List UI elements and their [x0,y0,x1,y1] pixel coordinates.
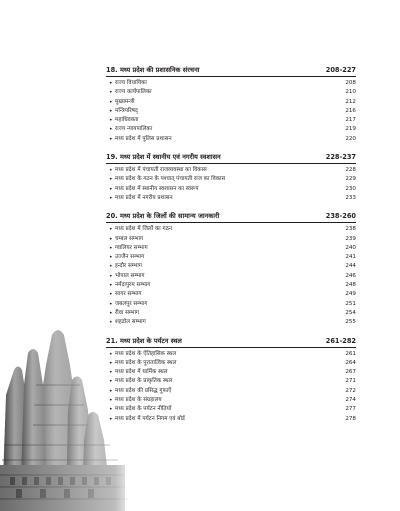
toc-entry-title: राज्य कार्यपालिका [115,89,152,96]
bullet-icon: • [109,300,113,308]
toc-entry-page: 217 [345,117,356,124]
bullet-icon: • [109,350,113,358]
bullet-icon: • [109,359,113,367]
toc-entry[interactable] [106,135,356,144]
toc-entry-title: मध्य प्रदेश में पर्यटन निगम एवं बोर्ड [115,415,185,422]
toc-entry-title: भोपाल सम्भाग [115,272,145,279]
toc-entry-page: 228 [345,167,356,174]
toc-entry-title: मध्य प्रदेश के ऐतिहासिक स्थल [115,350,177,357]
toc-entry[interactable] [106,79,356,88]
bullet-icon: • [109,226,113,234]
toc-entry-title: मध्य प्रदेश के पुरातात्विक स्थल [115,359,177,366]
toc-entry[interactable] [106,359,356,368]
bullet-icon: • [109,126,113,134]
toc-entry[interactable] [106,368,356,377]
chapter-number: 18. [106,66,118,74]
chapter-heading[interactable] [106,66,356,75]
chapter-number: 21. [106,336,118,345]
toc-entry-title: मध्य प्रदेश में स्थानीय स्वशासन का स्वरूप [115,185,199,192]
bullet-icon: • [109,107,113,115]
toc-entry[interactable] [106,300,356,309]
chapter-block [106,66,356,144]
toc-entry-title: मध्य प्रदेश में धार्मिक स्थल [115,369,168,376]
toc-entry-page: 249 [345,291,356,298]
toc-entry-page: 251 [345,300,356,307]
bullet-icon: • [109,378,113,386]
toc-entry[interactable] [106,98,356,107]
chapter-title-group [106,153,221,162]
chapter-title: मध्य प्रदेश के पर्यटन स्थल [119,336,182,345]
toc-entry-page: 277 [345,406,356,413]
toc-entry-title: मध्य प्रदेश के पर्यटन नीतियाँ [115,406,172,413]
bullet-icon: • [109,406,113,414]
chapter-number: 19. [106,153,118,162]
bullet-icon: • [109,254,113,262]
bullet-icon: • [109,369,113,377]
toc-entry[interactable] [106,116,356,125]
toc-entry[interactable] [106,185,356,194]
toc-entry-page: 229 [345,176,356,183]
toc-entry[interactable] [106,253,356,262]
toc-entry[interactable] [106,166,356,175]
chapter-block [106,153,356,203]
toc-entry[interactable] [106,88,356,97]
toc-entry-page: 278 [345,415,356,422]
chapter-page-range: 228-237 [325,153,356,162]
chapter-title-group [106,212,219,221]
bullet-icon: • [109,309,113,317]
toc-entry-page: 241 [345,254,356,261]
toc-entry-title: मध्य प्रदेश में पुलिस प्रशासन [115,135,172,142]
toc-entry-title: मध्य प्रदेश के प्राकृतिक स्थल [115,378,173,385]
bullet-icon: • [109,387,113,395]
bullet-icon: • [109,415,113,423]
toc-entry-page: 264 [345,359,356,366]
bullet-icon: • [109,282,113,290]
chapter-divider [106,163,356,164]
bullet-icon: • [109,80,113,87]
bullet-icon: • [109,194,113,202]
toc-entry[interactable] [106,405,356,414]
bullet-icon: • [109,185,113,193]
toc-entry-title: मध्य प्रदेश में नगरीय प्रशासन [115,194,173,201]
toc-entry-title: मध्य प्रदेश में जिलों का गठन [115,226,172,233]
toc-entry[interactable] [106,350,356,359]
toc-entry-page: 216 [345,107,356,114]
toc-entry-title: इन्दौर सम्भाग [115,263,142,270]
toc-entry[interactable] [106,290,356,299]
toc-entry-title: शहडोल सम्भाग [115,319,146,326]
toc-entry-page: 239 [345,235,356,242]
toc-entry-title: सागर सम्भाग [115,291,142,298]
toc-entry-page: 261 [345,350,356,357]
toc-entry-title: नर्मदापुरम सम्भाग [115,282,151,289]
toc-entry-page: 271 [345,378,356,385]
chapter-block [106,337,356,424]
toc-entry-page: 272 [345,387,356,394]
bullet-icon: • [109,291,113,299]
toc-entry[interactable] [106,194,356,203]
table-of-contents [106,66,356,433]
toc-entry-page: 212 [345,98,356,105]
toc-entry[interactable] [106,396,356,405]
bullet-icon: • [109,263,113,271]
chapter-page-range: 261-282 [325,336,356,345]
toc-entry-title: राज्य विधायिका [115,80,147,86]
toc-entry-title: महाधिवक्ता [115,117,139,124]
toc-entry-page: 230 [345,185,356,192]
toc-entry[interactable] [106,415,356,424]
toc-entry[interactable] [106,272,356,281]
toc-entry-page: 240 [345,244,356,251]
toc-entry[interactable] [106,387,356,396]
bullet-icon: • [109,167,113,175]
toc-entry[interactable] [106,107,356,116]
chapter-number: 20. [106,212,118,221]
bullet-icon: • [109,89,113,97]
toc-entry-title: मध्य प्रदेश के संग्रहालय [115,397,162,404]
toc-entry-title: मन्त्रिपरिषद् [115,107,138,114]
toc-entry-page: 233 [345,194,356,201]
toc-entry-title: मध्य प्रदेश के गठन के पश्चात् पंचायती राज का विकास [115,176,226,183]
toc-entry[interactable] [106,244,356,253]
toc-entry[interactable] [106,225,356,234]
toc-entry-title: राज्य न्यायपालिका [115,126,153,133]
bullet-icon: • [109,272,113,280]
chapter-page-range: 238-260 [325,212,356,221]
toc-entry-title: मुख्यमन्त्री [115,98,135,105]
bullet-icon: • [109,176,113,184]
bullet-icon: • [109,235,113,243]
toc-entry-title: मध्य प्रदेश में पंचायती राजव्यवस्था का विकास [115,167,207,174]
toc-entry[interactable] [106,235,356,244]
chapter-divider [106,222,356,223]
toc-entry-page: 254 [345,309,356,316]
toc-entry-title: चम्बल सम्भाग [115,235,144,242]
toc-entry[interactable] [106,175,356,184]
chapter-title-group [106,66,199,75]
chapter-title-group [106,337,182,346]
toc-entry-page: 238 [345,226,356,233]
toc-entry-title: मध्य प्रदेश की प्रसिद्ध गुफाएँ [115,387,172,394]
toc-entry[interactable] [106,309,356,318]
toc-entry-title: उज्जैन सम्भाग [115,254,145,261]
bullet-icon: • [109,135,113,143]
toc-entry-page: 255 [345,319,356,326]
toc-entry[interactable] [106,281,356,290]
toc-entry[interactable] [106,377,356,386]
toc-entry-title: रीवा सम्भाग [115,309,140,316]
toc-entry-title: जबलपुर सम्भाग [115,300,148,307]
toc-entry-page: 220 [345,135,356,142]
toc-entry-page: 267 [345,369,356,376]
chapter-heading[interactable] [106,337,356,346]
toc-entry-page: 208 [345,80,356,86]
toc-entry-page: 244 [345,263,356,270]
chapter-heading[interactable] [106,212,356,221]
chapter-divider [106,76,356,77]
toc-entry-page: 219 [345,126,356,133]
toc-entry-page: 274 [345,397,356,404]
bullet-icon: • [109,98,113,106]
toc-entry-title: ग्वालियर सम्भाग [115,244,148,251]
chapter-title: मध्य प्रदेश में स्थानीय एवं नगरीय स्वशासन [119,153,221,162]
toc-entry[interactable] [106,318,356,327]
toc-entry[interactable] [106,262,356,271]
bullet-icon: • [109,244,113,252]
toc-entry-page: 246 [345,272,356,279]
toc-entry-page: 248 [345,282,356,289]
toc-entry-page: 210 [345,89,356,96]
bullet-icon: • [109,117,113,125]
chapter-block [106,212,356,327]
chapter-divider [106,347,356,348]
toc-entry[interactable] [106,125,356,134]
chapter-title: मध्य प्रदेश के जिलों की सामान्य जानकारी [119,212,220,221]
chapter-heading[interactable] [106,153,356,162]
chapter-page-range: 208-227 [325,66,356,74]
chapter-title: मध्य प्रदेश की प्रशासनिक संरचना [119,66,200,74]
bullet-icon: • [109,397,113,405]
bullet-icon: • [109,319,113,327]
